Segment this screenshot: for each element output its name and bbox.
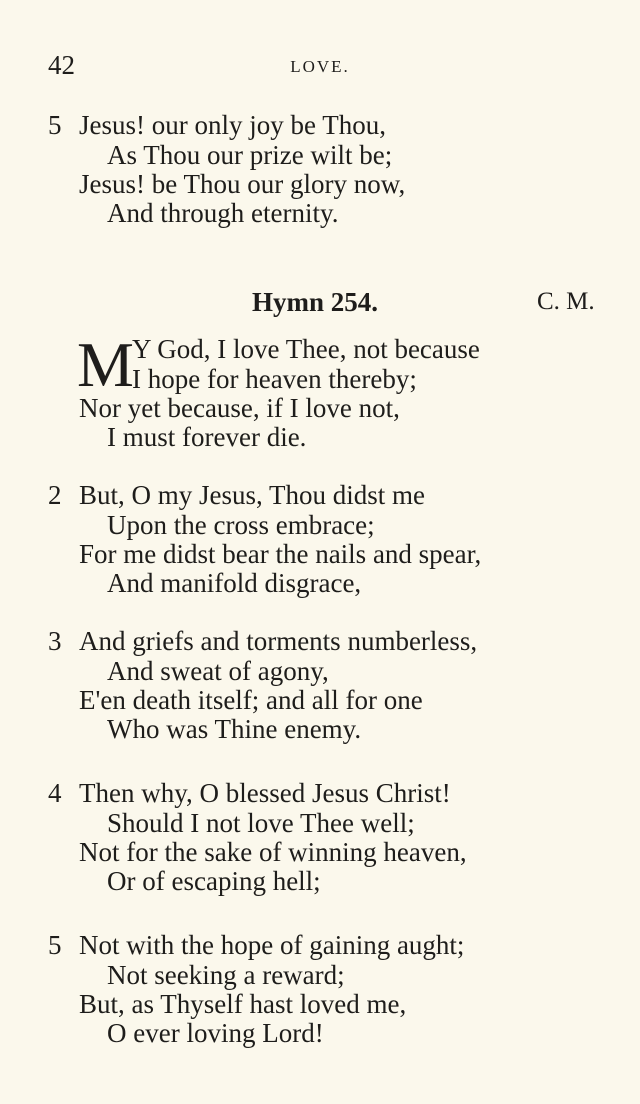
verse-line: And manifold disgrace, (107, 568, 362, 598)
verse-line: Not for the sake of winning heaven, (79, 837, 467, 867)
verse-line: For me didst bear the nails and spear, (79, 539, 482, 569)
hymn-meter: C. M. (537, 288, 595, 315)
verse-line: Jesus! our only joy be Thou, (79, 110, 386, 140)
stanza-number: 2 (48, 480, 62, 510)
verse-line: But, as Thyself hast loved me, (79, 989, 407, 1019)
verse-line: Then why, O blessed Jesus Christ! (79, 778, 451, 808)
verse-line: But, O my Jesus, Thou didst me (79, 480, 426, 510)
verse-line: Who was Thine enemy. (107, 714, 362, 744)
running-head: LOVE. (290, 57, 350, 76)
verse-line: And through eternity. (107, 198, 339, 228)
hymn-title: Hymn 254. (252, 287, 379, 317)
verse-line: And griefs and torments numberless, (79, 626, 478, 656)
stanza-number: 3 (48, 626, 62, 656)
verse-line: Not with the hope of gaining aught; (79, 930, 465, 960)
stanza-number: 5 (48, 110, 62, 140)
verse-line: I must forever die. (107, 422, 307, 452)
verse-line: As Thou our prize wilt be; (107, 140, 393, 170)
verse-line: E'en death itself; and all for one (79, 685, 423, 715)
verse-line: Upon the cross embrace; (107, 510, 375, 540)
verse-line: I hope for heaven thereby; (132, 364, 417, 394)
stanza-number: 4 (48, 778, 62, 808)
verse-line: And sweat of agony, (107, 656, 329, 686)
verse-line: Not seeking a reward; (107, 960, 345, 990)
verse-line: Nor yet because, if I love not, (79, 393, 400, 423)
verse-line: Should I not love Thee well; (107, 808, 415, 838)
drop-cap: M (77, 329, 134, 400)
page-number: 42 (48, 50, 75, 80)
page-header (0, 48, 640, 82)
hymn-heading (0, 284, 640, 320)
verse-line: Jesus! be Thou our glory now, (79, 169, 406, 199)
stanza-number: 5 (48, 930, 62, 960)
verse-line: O ever loving Lord! (107, 1018, 324, 1048)
verse-line: Y God, I love Thee, not because (132, 334, 480, 364)
verse-line: Or of escaping hell; (107, 866, 321, 896)
